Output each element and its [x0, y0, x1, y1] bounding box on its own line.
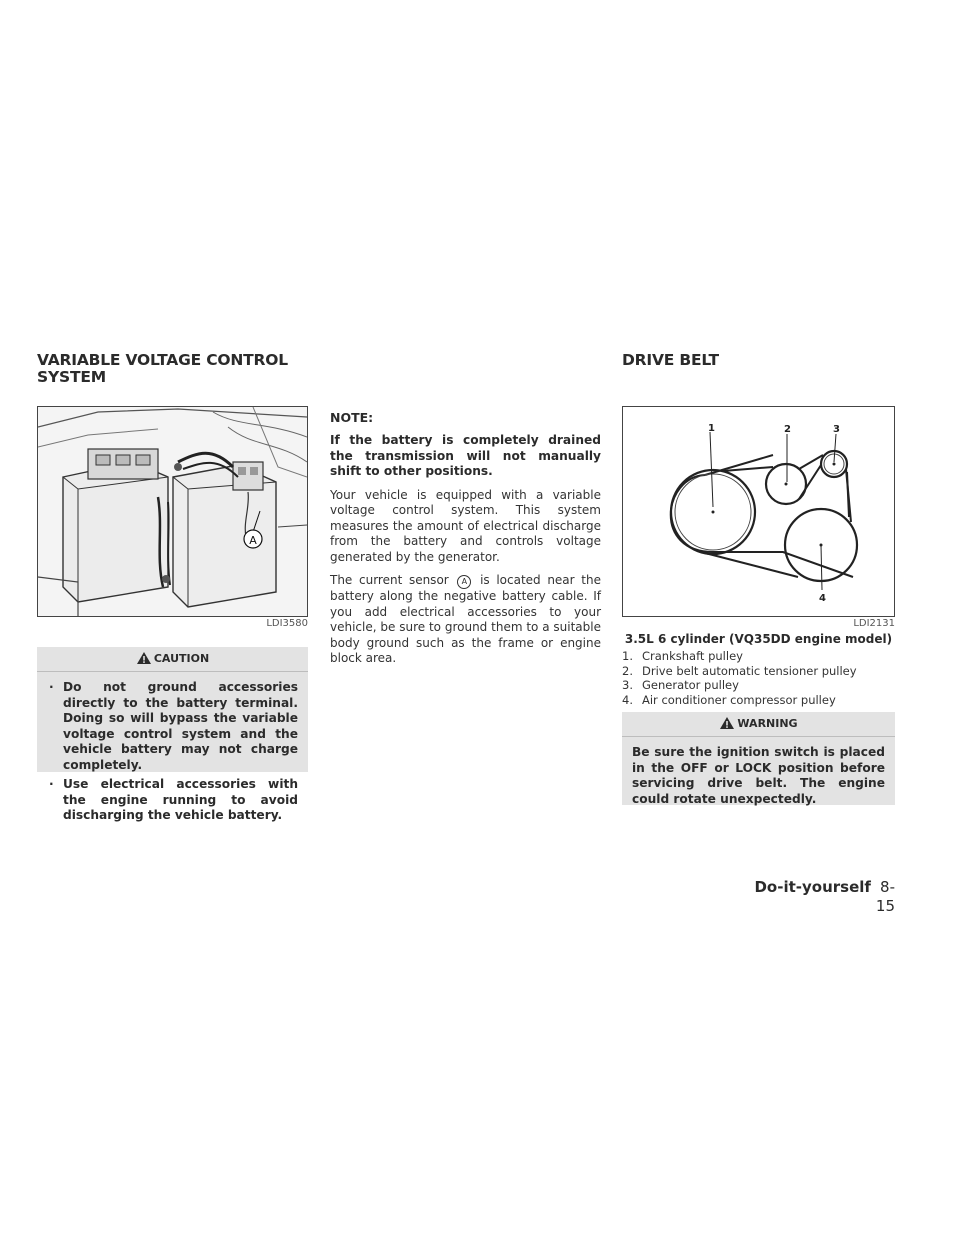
battery-engine-illustration [38, 407, 307, 616]
caution-list [47, 680, 298, 824]
footer-page-number: 8-15 [875, 878, 895, 915]
diagram-number-4: 4 [819, 593, 826, 604]
note-label: NOTE: [330, 410, 374, 425]
figure-callout-a: A [249, 534, 257, 547]
diagram-number-2: 2 [784, 424, 791, 435]
part-item-3: 3. Generator pulley [622, 678, 739, 692]
figure-caption: 3.5L 6 cylinder (VQ35DD engine model) [624, 632, 893, 646]
diagram-number-3: 3 [833, 424, 840, 435]
battery-sensor-figure [37, 406, 308, 617]
diagram-number-1: 1 [708, 423, 715, 434]
drive-belt-diagram [623, 407, 894, 616]
warning-text: Be sure the ignition switch is placed in the OFF or LOCK position before servicing drive belt. The engine could rotate unexpectedly. [632, 745, 885, 806]
figure-code-left: LDI3580 [266, 618, 308, 629]
caution-title-text: CAUTION [153, 652, 210, 665]
part-item-1: 1. Crankshaft pulley [622, 649, 743, 663]
caution-box [37, 647, 308, 822]
drive-belt-figure [622, 406, 895, 617]
heading-line-1: VARIABLE VOLTAGE CONTROL [37, 351, 288, 369]
warning-triangle-icon [719, 716, 735, 730]
sensor-marker-a: A [457, 575, 471, 589]
section-heading-drive-belt: DRIVE BELT [622, 351, 719, 369]
section-heading-voltage [37, 352, 288, 386]
caution-item-1: · Do not ground accessories directly to the battery terminal. Doing so will bypass the variable voltage control system and the vehicle battery may not charge completely. [49, 680, 298, 772]
paragraph-current-sensor: The current sensor A is located near the battery along the negative battery cable. If you add electrical accessories to your vehicle, be sure to ground them to a suitable body ground such as the frame or engine block area. [330, 573, 601, 665]
caution-title [37, 647, 308, 672]
page-footer [752, 877, 895, 915]
part-item-4: 4. Air conditioner compressor pulley [622, 692, 836, 707]
figure-code-right: LDI2131 [853, 618, 895, 629]
heading-line-2: SYSTEM [37, 368, 106, 386]
parts-list [622, 649, 895, 707]
paragraph-voltage-system: Your vehicle is equipped with a variable voltage control system. This system measures the amount of electrical discharge from the battery and controls voltage generated by the generator. [330, 487, 601, 564]
warning-title-text: WARNING [737, 717, 798, 730]
warning-box [622, 712, 895, 805]
warning-title [622, 712, 895, 737]
warning-triangle-icon [136, 651, 152, 665]
note-text: If the battery is completely drained the transmission will not manually shift to other positions. [330, 433, 601, 478]
middle-column [330, 410, 601, 675]
caution-item-2: · Use electrical accessories with the engine running to avoid discharging the vehicle battery. [49, 777, 298, 822]
part-item-2: 2. Drive belt automatic tensioner pulley [622, 663, 857, 678]
footer-section-name: Do-it-yourself [754, 878, 871, 896]
